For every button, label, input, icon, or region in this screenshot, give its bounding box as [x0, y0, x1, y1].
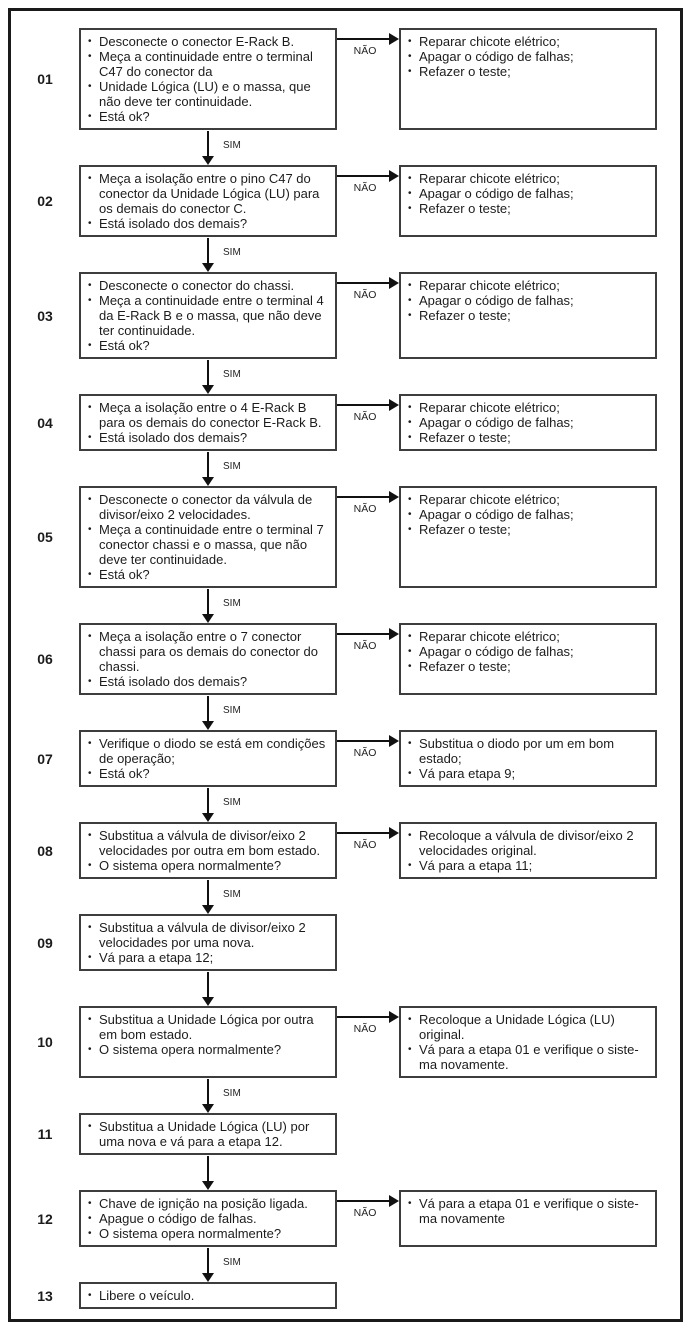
bullet-item — [408, 736, 651, 766]
bullet-icon: • — [408, 1198, 412, 1209]
bullet-icon: • — [408, 203, 412, 214]
arrow-down-icon — [202, 1104, 214, 1113]
arrow-right-icon — [389, 170, 399, 182]
bullet-item — [88, 567, 331, 582]
step-11-question-box — [79, 1113, 337, 1155]
bullet-icon: • — [88, 295, 92, 306]
bullet-text: Está ok? — [99, 109, 150, 124]
bullet-icon: • — [408, 661, 412, 672]
sim-arrow-06 — [11, 695, 670, 730]
arrow-shaft — [207, 1079, 209, 1105]
bullet-text: Meça a continuidade entre o terminal 4 da E-Rack B e o massa, que não deve ter continuidade. — [99, 293, 324, 338]
bullet-icon: • — [88, 830, 92, 841]
arrow-right-icon — [389, 735, 399, 747]
step-03-action-box — [399, 272, 657, 359]
arrow-shaft — [337, 496, 390, 498]
nao-arrow-07 — [337, 730, 399, 787]
sim-label: SIM — [223, 1088, 241, 1099]
bullet-text: Meça a isolação entre o 7 conector chassi para os demais do conector do chassi. — [99, 629, 318, 674]
step-number-07: 07 — [37, 750, 53, 767]
bullet-icon: • — [88, 402, 92, 413]
bullet-text: Apagar o código de falhas; — [419, 293, 574, 308]
bullet-icon: • — [408, 417, 412, 428]
bullet-icon: • — [408, 738, 412, 749]
bullet-item — [408, 828, 651, 858]
nao-arrow-05 — [337, 486, 399, 588]
arrow-shaft — [207, 452, 209, 478]
arrow-shaft — [337, 740, 390, 742]
down-arrow-11 — [11, 1155, 670, 1190]
flowchart-frame — [8, 8, 683, 1322]
step-row-10 — [11, 1006, 670, 1078]
bullet-text: Reparar chicote elétrico; — [419, 629, 560, 644]
bullet-icon: • — [88, 1198, 92, 1209]
bullet-item — [408, 659, 651, 674]
bullet-text: Verifique o diodo se está em condições de operação; — [99, 736, 326, 766]
bullet-text: Recoloque a Unidade Lógica (LU) original. — [419, 1012, 615, 1042]
bullet-icon: • — [88, 280, 92, 291]
bullet-text: Reparar chicote elétrico; — [419, 34, 560, 49]
step-number-10: 10 — [37, 1034, 53, 1050]
step-01-action-box — [399, 28, 657, 130]
step-12-question-box — [79, 1190, 337, 1247]
bullet-item — [88, 1226, 331, 1241]
step-01-question-box — [79, 28, 337, 130]
bullet-icon: • — [408, 402, 412, 413]
arrow-right-icon — [389, 399, 399, 411]
step-12-action-box — [399, 1190, 657, 1247]
bullet-item — [88, 1012, 331, 1042]
arrow-down-icon — [202, 156, 214, 165]
step-row-01 — [11, 28, 670, 130]
bullet-icon: • — [408, 1044, 412, 1055]
bullet-item — [88, 49, 331, 79]
sim-arrow-02 — [11, 237, 670, 272]
bullet-text: Está ok? — [99, 766, 150, 781]
bullet-text: Reparar chicote elétrico; — [419, 171, 560, 186]
bullet-item — [408, 186, 651, 201]
bullet-text: Refazer o teste; — [419, 308, 511, 323]
arrow-down-icon — [202, 614, 214, 623]
bullet-icon: • — [88, 494, 92, 505]
nao-label: NÃO — [353, 839, 377, 851]
step-number-12: 12 — [37, 1210, 53, 1227]
bullet-item — [408, 400, 651, 415]
arrow-down-icon — [202, 813, 214, 822]
bullet-text: Desconecte o conector E-Rack B. — [99, 34, 295, 49]
bullet-icon: • — [88, 768, 92, 779]
bullet-text: Meça a isolação entre o 4 E-Rack B para os demais do conector E-Rack B. — [99, 400, 322, 430]
sim-arrow-05 — [11, 588, 670, 623]
bullet-text: Reparar chicote elétrico; — [419, 400, 560, 415]
bullet-item — [88, 109, 331, 124]
bullet-item — [88, 950, 331, 965]
bullet-icon: • — [88, 1290, 92, 1301]
arrow-down-icon — [202, 263, 214, 272]
sim-label: SIM — [223, 705, 241, 716]
bullet-text: Vá para a etapa 01 e verifique o siste-ma novamente — [419, 1196, 639, 1226]
bullet-icon: • — [408, 631, 412, 642]
bullet-item — [88, 1288, 331, 1303]
step-number-04: 04 — [37, 414, 53, 431]
nao-arrow-06 — [337, 623, 399, 695]
bullet-item — [88, 34, 331, 49]
bullet-item — [408, 1042, 651, 1072]
bullet-item — [408, 64, 651, 79]
bullet-text: Está ok? — [99, 338, 150, 353]
bullet-text: O sistema opera normalmente? — [99, 1226, 282, 1241]
bullet-icon: • — [408, 66, 412, 77]
bullet-icon: • — [408, 524, 412, 535]
bullet-text: Apagar o código de falhas; — [419, 644, 574, 659]
sim-label: SIM — [223, 1257, 241, 1268]
step-number-11: 11 — [37, 1126, 53, 1142]
bullet-text: Desconecte o conector do chassi. — [99, 278, 295, 293]
nao-arrow-10 — [337, 1006, 399, 1078]
bullet-text: O sistema opera normalmente? — [99, 858, 282, 873]
step-number-05: 05 — [37, 529, 53, 545]
bullet-icon: • — [88, 738, 92, 749]
bullet-text: Vá para a etapa 12; — [99, 950, 214, 965]
nao-label: NÃO — [353, 503, 377, 515]
step-13-question-box — [79, 1282, 337, 1309]
bullet-icon: • — [408, 768, 412, 779]
bullet-text: Substitua a Unidade Lógica por outra em bom estado. — [99, 1012, 314, 1042]
bullet-text: Libere o veículo. — [99, 1288, 195, 1303]
arrow-shaft — [337, 832, 390, 834]
step-row-08 — [11, 822, 670, 879]
bullet-item — [88, 629, 331, 674]
sim-arrow-01 — [11, 130, 670, 165]
bullet-text: Substitua a válvula de divisor/eixo 2 velocidades por uma nova. — [99, 920, 306, 950]
bullet-icon: • — [88, 569, 92, 580]
arrow-shaft — [207, 972, 209, 998]
bullet-item — [408, 278, 651, 293]
step-row-04 — [11, 394, 670, 451]
bullet-text: Vá para etapa 9; — [419, 766, 516, 781]
bullet-text: Apagar o código de falhas; — [419, 415, 574, 430]
arrow-shaft — [337, 404, 390, 406]
bullet-icon: • — [408, 188, 412, 199]
step-05-question-box — [79, 486, 337, 588]
arrow-right-icon — [389, 1011, 399, 1023]
bullet-icon: • — [88, 51, 92, 62]
step-number-03: 03 — [37, 307, 53, 324]
bullet-text: Reparar chicote elétrico; — [419, 278, 560, 293]
nao-label: NÃO — [353, 1207, 377, 1219]
bullet-item — [408, 492, 651, 507]
bullet-item — [408, 34, 651, 49]
bullet-icon: • — [408, 494, 412, 505]
bullet-item — [408, 201, 651, 216]
arrow-shaft — [207, 238, 209, 264]
arrow-down-icon — [202, 1273, 214, 1282]
bullet-item — [88, 492, 331, 522]
step-number-06: 06 — [37, 651, 53, 667]
sim-label: SIM — [223, 598, 241, 609]
bullet-icon: • — [408, 432, 412, 443]
bullet-icon: • — [88, 173, 92, 184]
arrow-shaft — [207, 1156, 209, 1182]
nao-arrow-03 — [337, 272, 399, 359]
bullet-item — [88, 1042, 331, 1057]
bullet-item — [88, 430, 331, 445]
step-10-question-box — [79, 1006, 337, 1078]
arrow-shaft — [207, 360, 209, 386]
step-number-08: 08 — [37, 842, 53, 859]
bullet-text: Vá para a etapa 11; — [419, 858, 533, 873]
bullet-icon: • — [408, 830, 412, 841]
nao-label: NÃO — [353, 45, 377, 57]
arrow-down-icon — [202, 721, 214, 730]
bullet-text: Apague o código de falhas. — [99, 1211, 257, 1226]
arrow-shaft — [337, 38, 390, 40]
bullet-icon: • — [88, 36, 92, 47]
bullet-icon: • — [88, 1213, 92, 1224]
bullet-item — [88, 736, 331, 766]
down-arrow-09 — [11, 971, 670, 1006]
bullet-item — [88, 278, 331, 293]
bullet-item — [408, 1196, 651, 1226]
bullet-item — [88, 1196, 331, 1211]
bullet-text: Substitua o diodo por um em bom estado; — [419, 736, 615, 766]
sim-arrow-03 — [11, 359, 670, 394]
bullet-icon: • — [88, 111, 92, 122]
step-05-action-box — [399, 486, 657, 588]
bullet-text: Recoloque a válvula de divisor/eixo 2 velocidades original. — [419, 828, 634, 858]
step-row-09 — [11, 914, 670, 971]
step-08-action-box — [399, 822, 657, 879]
bullet-text: O sistema opera normalmente? — [99, 1042, 282, 1057]
bullet-text: Está isolado dos demais? — [99, 674, 248, 689]
bullet-text: Está ok? — [99, 567, 150, 582]
bullet-icon: • — [408, 36, 412, 47]
nao-label: NÃO — [353, 411, 377, 423]
bullet-text: Meça a continuidade entre o terminal 7 conector chassi e o massa, que não deve ter continuidade. — [99, 522, 324, 567]
step-number-09: 09 — [37, 934, 53, 951]
step-row-11 — [11, 1113, 670, 1155]
bullet-item — [408, 293, 651, 308]
bullet-icon: • — [408, 860, 412, 871]
step-row-13 — [11, 1282, 670, 1309]
arrow-right-icon — [389, 491, 399, 503]
arrow-right-icon — [389, 827, 399, 839]
sim-arrow-10 — [11, 1078, 670, 1113]
bullet-text: Unidade Lógica (LU) e o massa, que não deve ter continuidade. — [99, 79, 311, 109]
bullet-item — [408, 858, 651, 873]
bullet-text: Refazer o teste; — [419, 201, 511, 216]
nao-label: NÃO — [353, 640, 377, 652]
nao-label: NÃO — [353, 747, 377, 759]
nao-label: NÃO — [353, 182, 377, 194]
arrow-right-icon — [389, 33, 399, 45]
sim-label: SIM — [223, 889, 241, 900]
bullet-icon: • — [88, 340, 92, 351]
arrow-shaft — [207, 589, 209, 615]
sim-label: SIM — [223, 140, 241, 151]
step-07-action-box — [399, 730, 657, 787]
bullet-icon: • — [88, 432, 92, 443]
step-row-06 — [11, 623, 670, 695]
bullet-text: Meça a continuidade entre o terminal C47 do conector da — [99, 49, 313, 79]
arrow-right-icon — [389, 277, 399, 289]
bullet-item — [88, 1211, 331, 1226]
bullet-text: Refazer o teste; — [419, 64, 511, 79]
nao-arrow-01 — [337, 28, 399, 130]
bullet-icon: • — [88, 860, 92, 871]
bullet-item — [408, 522, 651, 537]
bullet-item — [88, 858, 331, 873]
bullet-text: Desconecte o conector da válvula de divisor/eixo 2 velocidades. — [99, 492, 313, 522]
bullet-text: Está isolado dos demais? — [99, 216, 248, 231]
bullet-item — [408, 171, 651, 186]
bullet-item — [88, 766, 331, 781]
arrow-down-icon — [202, 385, 214, 394]
bullet-item — [408, 766, 651, 781]
bullet-item — [408, 507, 651, 522]
bullet-icon: • — [88, 922, 92, 933]
bullet-text: Refazer o teste; — [419, 522, 511, 537]
nao-label: NÃO — [353, 1023, 377, 1035]
nao-arrow-04 — [337, 394, 399, 451]
bullet-icon: • — [408, 173, 412, 184]
arrow-shaft — [337, 633, 390, 635]
bullet-icon: • — [88, 1228, 92, 1239]
step-04-question-box — [79, 394, 337, 451]
step-09-question-box — [79, 914, 337, 971]
bullet-text: Substitua a válvula de divisor/eixo 2 velocidades por outra em bom estado. — [99, 828, 321, 858]
bullet-item — [88, 216, 331, 231]
bullet-text: Apagar o código de falhas; — [419, 507, 574, 522]
sim-arrow-12 — [11, 1247, 670, 1282]
step-row-02 — [11, 165, 670, 237]
sim-label: SIM — [223, 461, 241, 472]
arrow-shaft — [207, 1248, 209, 1274]
bullet-item — [88, 293, 331, 338]
bullet-item — [88, 338, 331, 353]
sim-label: SIM — [223, 369, 241, 380]
nao-arrow-12 — [337, 1190, 399, 1247]
arrow-shaft — [207, 880, 209, 906]
step-03-question-box — [79, 272, 337, 359]
arrow-shaft — [337, 1016, 390, 1018]
step-row-03 — [11, 272, 670, 359]
bullet-item — [408, 1012, 651, 1042]
bullet-icon: • — [88, 218, 92, 229]
bullet-item — [408, 644, 651, 659]
bullet-text: Apagar o código de falhas; — [419, 49, 574, 64]
step-row-07 — [11, 730, 670, 787]
bullet-item — [408, 308, 651, 323]
nao-arrow-08 — [337, 822, 399, 879]
bullet-icon: • — [88, 524, 92, 535]
step-04-action-box — [399, 394, 657, 451]
bullet-item — [88, 171, 331, 216]
bullet-text: Está isolado dos demais? — [99, 430, 248, 445]
sim-label: SIM — [223, 247, 241, 258]
step-06-action-box — [399, 623, 657, 695]
sim-arrow-08 — [11, 879, 670, 914]
bullet-text: Reparar chicote elétrico; — [419, 492, 560, 507]
step-number-01: 01 — [37, 71, 53, 87]
arrow-right-icon — [389, 628, 399, 640]
bullet-text: Meça a isolação entre o pino C47 do conector da Unidade Lógica (LU) para os demais do conector C. — [99, 171, 320, 216]
bullet-icon: • — [408, 509, 412, 520]
bullet-item — [408, 49, 651, 64]
sim-arrow-07 — [11, 787, 670, 822]
bullet-item — [408, 415, 651, 430]
bullet-icon: • — [88, 1014, 92, 1025]
bullet-icon: • — [88, 81, 92, 92]
bullet-icon: • — [88, 1121, 92, 1132]
bullet-icon: • — [88, 631, 92, 642]
bullet-item — [88, 920, 331, 950]
flowchart — [11, 28, 670, 1309]
bullet-icon: • — [88, 952, 92, 963]
step-06-question-box — [79, 623, 337, 695]
arrow-shaft — [207, 696, 209, 722]
sim-arrow-04 — [11, 451, 670, 486]
bullet-icon: • — [88, 1044, 92, 1055]
step-02-action-box — [399, 165, 657, 237]
arrow-down-icon — [202, 905, 214, 914]
step-10-action-box — [399, 1006, 657, 1078]
bullet-text: Substitua a Unidade Lógica (LU) por uma nova e vá para a etapa 12. — [99, 1119, 310, 1149]
arrow-down-icon — [202, 1181, 214, 1190]
bullet-item — [88, 522, 331, 567]
arrow-shaft — [207, 788, 209, 814]
arrow-shaft — [337, 1200, 390, 1202]
bullet-icon: • — [408, 310, 412, 321]
nao-arrow-02 — [337, 165, 399, 237]
bullet-item — [408, 629, 651, 644]
bullet-icon: • — [408, 1014, 412, 1025]
bullet-text: Refazer o teste; — [419, 659, 511, 674]
bullet-icon: • — [408, 51, 412, 62]
arrow-down-icon — [202, 997, 214, 1006]
bullet-icon: • — [408, 295, 412, 306]
step-number-13: 13 — [37, 1287, 53, 1304]
bullet-item — [408, 430, 651, 445]
arrow-right-icon — [389, 1195, 399, 1207]
arrow-shaft — [337, 282, 390, 284]
step-number-02: 02 — [37, 193, 53, 209]
bullet-text: Refazer o teste; — [419, 430, 511, 445]
bullet-item — [88, 828, 331, 858]
bullet-item — [88, 400, 331, 430]
step-row-05 — [11, 486, 670, 588]
step-row-12 — [11, 1190, 670, 1247]
bullet-icon: • — [408, 280, 412, 291]
arrow-shaft — [337, 175, 390, 177]
bullet-icon: • — [408, 646, 412, 657]
sim-label: SIM — [223, 797, 241, 808]
arrow-shaft — [207, 131, 209, 157]
bullet-item — [88, 1119, 331, 1149]
step-07-question-box — [79, 730, 337, 787]
arrow-down-icon — [202, 477, 214, 486]
bullet-item — [88, 674, 331, 689]
bullet-item — [88, 79, 331, 109]
nao-label: NÃO — [353, 289, 377, 301]
step-08-question-box — [79, 822, 337, 879]
bullet-icon: • — [88, 676, 92, 687]
bullet-text: Apagar o código de falhas; — [419, 186, 574, 201]
step-02-question-box — [79, 165, 337, 237]
bullet-text: Vá para a etapa 01 e verifique o siste-ma novamente. — [419, 1042, 639, 1072]
bullet-text: Chave de ignição na posição ligada. — [99, 1196, 308, 1211]
